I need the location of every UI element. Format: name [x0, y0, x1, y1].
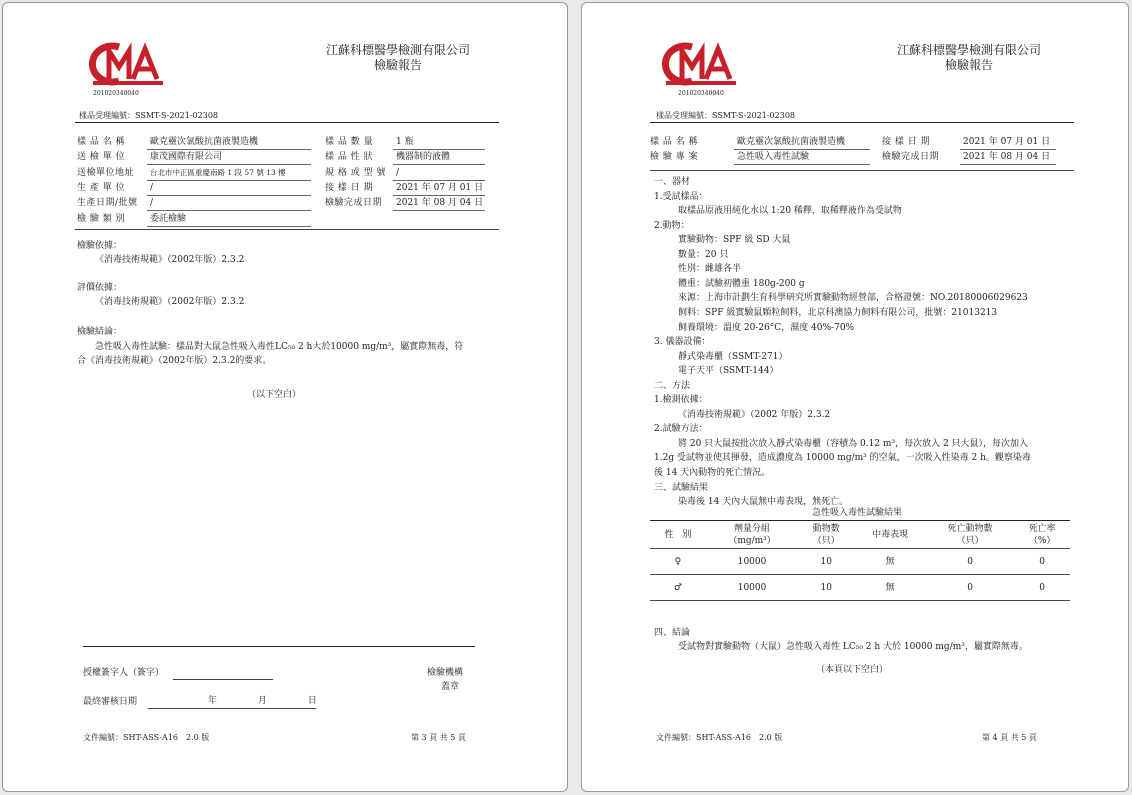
table-header-cell	[926, 521, 1014, 549]
info-row	[650, 150, 1070, 164]
body-line: 靜式染毒櫃（SSMT-271）	[678, 351, 788, 362]
info-divider	[75, 229, 499, 230]
info-label: 檢 驗 類 別	[77, 213, 126, 224]
body-line: 數量：20 只	[678, 249, 729, 260]
info-label: 檢 驗 專 案	[650, 152, 699, 163]
body-line: 一、器材	[654, 177, 691, 187]
info-label: 規 格 或 型 號	[325, 167, 386, 178]
info-label: 接 樣 日 期	[325, 182, 374, 193]
page-number: 第 3 頁 共 5 頁	[411, 733, 466, 742]
info-label: 生產日期/批號	[77, 198, 138, 209]
header-text: （%）	[1028, 535, 1056, 546]
company-name: 江蘇科標醫學檢測有限公司	[325, 43, 470, 57]
table-cell: 10000	[737, 556, 767, 567]
header-text: 死亡動物數	[947, 523, 993, 534]
info-row	[77, 196, 487, 210]
table-cell: 10000	[737, 582, 767, 593]
body-line: 飼料：SPF 級實驗鼠顆粒飼料，北京科澳協力飼料有限公司，批號：21013213	[678, 307, 998, 318]
body-line: 來源：上海市計劃生育科學研究所實驗動物經營部，合格證號：NO.20180006029623	[678, 293, 1028, 304]
blank-note: （本頁以下空白）	[816, 665, 889, 675]
header-divider	[650, 122, 1074, 123]
info-value: 康茂國際有限公司	[147, 150, 311, 165]
header-text: （只）	[956, 535, 984, 546]
review-date-line	[148, 696, 317, 709]
sample-number: 樣品受理編號：SSMT-S-2021-02308	[656, 111, 796, 120]
body-line: 性別：雌雄各半	[678, 264, 742, 275]
report-header	[303, 43, 493, 73]
info-value: 急性吸入毒性試驗	[734, 150, 870, 165]
body-line: 1.受試樣品：	[654, 191, 708, 202]
info-row	[77, 212, 487, 226]
signer-label: 授權簽字人（簽字）	[83, 668, 165, 678]
info-value: 歐克靈次氯酸抗菌液製造機	[734, 135, 870, 150]
signer-line	[173, 679, 273, 680]
info-label: 檢驗完成日期	[882, 152, 940, 163]
date-year: 年	[207, 696, 217, 706]
info-value: 歐克靈次氯酸抗菌液製造機	[147, 135, 311, 150]
table-cell: 0	[967, 556, 973, 567]
info-value: 2021 年 07 月 01 日	[393, 181, 485, 196]
doc-number: 文件編號：SHT-ASS-A16 2.0 版	[83, 733, 210, 742]
header-text: 動物數	[812, 523, 840, 534]
conclusion-line-2: 合《消毒技術規範》（2002年版）2.3.2的要求。	[77, 356, 272, 366]
cma-logo	[89, 41, 167, 87]
body-line: 取樣品原液用純化水以 1:20 稀釋，取稀釋液作為受試物	[678, 206, 902, 217]
info-value: /	[147, 196, 311, 211]
table-cell: ♂	[673, 582, 682, 593]
info-value: /	[393, 166, 485, 181]
body-line: 1.2g 受試物並使其揮發，造成濃度為 10000 mg/m³ 的空氣，一次吸入性染毒 2 h。觀察染毒	[654, 453, 1031, 464]
conclusion-text: 受試物對實驗動物（大鼠）急性吸入毒性 LC₅₀ 2 h 大於 10000 mg/m³，屬實際無毒。	[678, 642, 1028, 652]
header-text: 中毒表現	[872, 529, 909, 540]
info-value: 2021 年 08 月 04 日	[393, 196, 485, 211]
info-label: 接 樣 日 期	[882, 137, 931, 147]
signer-row	[83, 666, 273, 680]
table-cell: ♀	[674, 556, 682, 567]
info-label: 樣 品 名 稱	[77, 137, 126, 147]
body-line: 2.試驗方法：	[654, 424, 708, 435]
info-divider	[650, 170, 1074, 171]
body-line: 體重：試驗初體重 180g-200 g	[678, 278, 805, 289]
table-cell: 無	[885, 582, 895, 593]
basis-text: 《消毒技術規範》（2002年版）2.3.2	[95, 255, 245, 265]
report-title: 檢驗報告	[373, 58, 422, 72]
body-line: 3. 儀器設備：	[654, 337, 711, 348]
info-label: 樣 品 名 稱	[650, 137, 699, 147]
body-line: 將 20 只大鼠按批次放入靜式染毒櫃（容積為 0.12 m³，每次放入 2 只大鼠），每次加入	[678, 438, 1029, 449]
info-row	[77, 135, 487, 149]
info-value: 委託檢驗	[147, 212, 311, 227]
conclusion-title: 四、結論	[654, 628, 691, 638]
table-cell: 0	[1039, 556, 1045, 567]
header-text: （mg/m³）	[728, 535, 776, 546]
body-line: 實驗動物：SPF 級 SD 大鼠	[678, 235, 791, 246]
info-label: 送檢單位地址	[77, 167, 135, 178]
info-label: 樣 品 數 量	[325, 137, 374, 147]
body-line: 飼養環境：溫度 20-26°C，濕度 40%-70%	[678, 322, 855, 333]
report-header	[874, 43, 1064, 73]
sample-number: 樣品受理編號：SSMT-S-2021-02308	[79, 111, 219, 120]
table-header-cell	[854, 521, 926, 549]
header-text: 劑量分組	[734, 523, 771, 534]
table-title: 急性吸入毒性試驗結果	[812, 508, 903, 518]
info-value: 2021 年 07 月 01 日	[960, 135, 1056, 150]
body-line: 電子天平（SSMT-144）	[678, 366, 779, 377]
body-line: 後 14 天內動物的死亡情況。	[654, 468, 771, 478]
report-page-3	[2, 2, 568, 792]
body-line: 《消毒技術規範》（2002 年版）2.3.2	[678, 409, 831, 420]
table-row	[650, 575, 1070, 601]
eval-title: 評價依據：	[77, 283, 123, 293]
doc-number: 文件編號：SHT-ASS-A16 2.0 版	[656, 733, 783, 742]
eval-text: 《消毒技術規範》（2002年版）2.3.2	[95, 297, 245, 307]
date-month: 月	[257, 696, 267, 706]
table-header-cell	[1014, 521, 1070, 549]
cma-code: 201020340040	[678, 90, 724, 97]
table-cell: 0	[967, 582, 973, 593]
page-number: 第 4 頁 共 5 頁	[982, 733, 1037, 742]
inst-label-1: 檢驗機構	[427, 668, 464, 678]
info-row	[650, 135, 1070, 149]
table-header-cell	[798, 521, 854, 549]
info-label: 樣 品 性 狀	[325, 152, 374, 163]
info-label: 生 產 單 位	[77, 182, 126, 193]
header-text: 性 別	[664, 529, 692, 540]
conclusion-line-1: 急性吸入毒性試驗：樣品對大鼠急性吸入毒性LC₅₀ 2 h大於10000 mg/m³，屬實際無毒，符	[95, 342, 464, 352]
cma-logo	[662, 41, 740, 87]
review-date-row	[83, 695, 316, 709]
table-header-row	[650, 521, 1070, 549]
company-name: 江蘇科標醫學檢測有限公司	[896, 43, 1041, 57]
report-title: 檢驗報告	[944, 58, 993, 72]
body-line: 1.檢測依據：	[654, 395, 708, 406]
table-row	[650, 549, 1070, 575]
info-label: 檢驗完成日期	[325, 198, 383, 209]
info-row	[77, 166, 487, 180]
inst-label-2: 蓋章	[441, 682, 460, 692]
table-cell: 10	[820, 556, 832, 567]
header-text: （只）	[812, 535, 840, 546]
info-value: 台北市中正區重慶南路 1 段 57 號 13 樓	[147, 166, 311, 181]
signature-divider	[83, 646, 475, 647]
info-row	[77, 181, 487, 195]
info-row	[77, 150, 487, 164]
body-line: 2.動物：	[654, 220, 690, 231]
report-page-4	[581, 2, 1129, 792]
header-divider	[75, 122, 499, 123]
table-cell: 10	[820, 582, 832, 593]
body-line: 二、方法	[654, 380, 691, 391]
cma-code: 201020340040	[93, 90, 139, 97]
info-value: 2021 年 08 月 04 日	[960, 150, 1056, 165]
table-cell: 0	[1039, 582, 1045, 593]
table-header-cell	[706, 521, 799, 549]
info-value: 1 瓶	[393, 135, 485, 150]
header-text: 死亡率	[1028, 523, 1056, 534]
table-header-cell	[650, 521, 706, 549]
basis-title: 檢驗依據：	[77, 241, 123, 251]
info-value: /	[147, 181, 311, 196]
blank-note: （以下空白）	[247, 390, 302, 400]
date-day: 日	[307, 696, 317, 706]
body-line: 三、試驗結果	[654, 482, 709, 493]
conclusion-title: 檢驗結論：	[77, 327, 123, 337]
table-cell: 無	[885, 556, 895, 567]
info-label: 送 檢 單 位	[77, 152, 126, 163]
review-date-label: 最終審核日期	[83, 697, 138, 707]
body-line: 染毒後 14 天內大鼠無中毒表現，無死亡。	[678, 497, 849, 508]
results-table	[650, 520, 1070, 601]
info-value: 機器制的液體	[393, 150, 485, 165]
